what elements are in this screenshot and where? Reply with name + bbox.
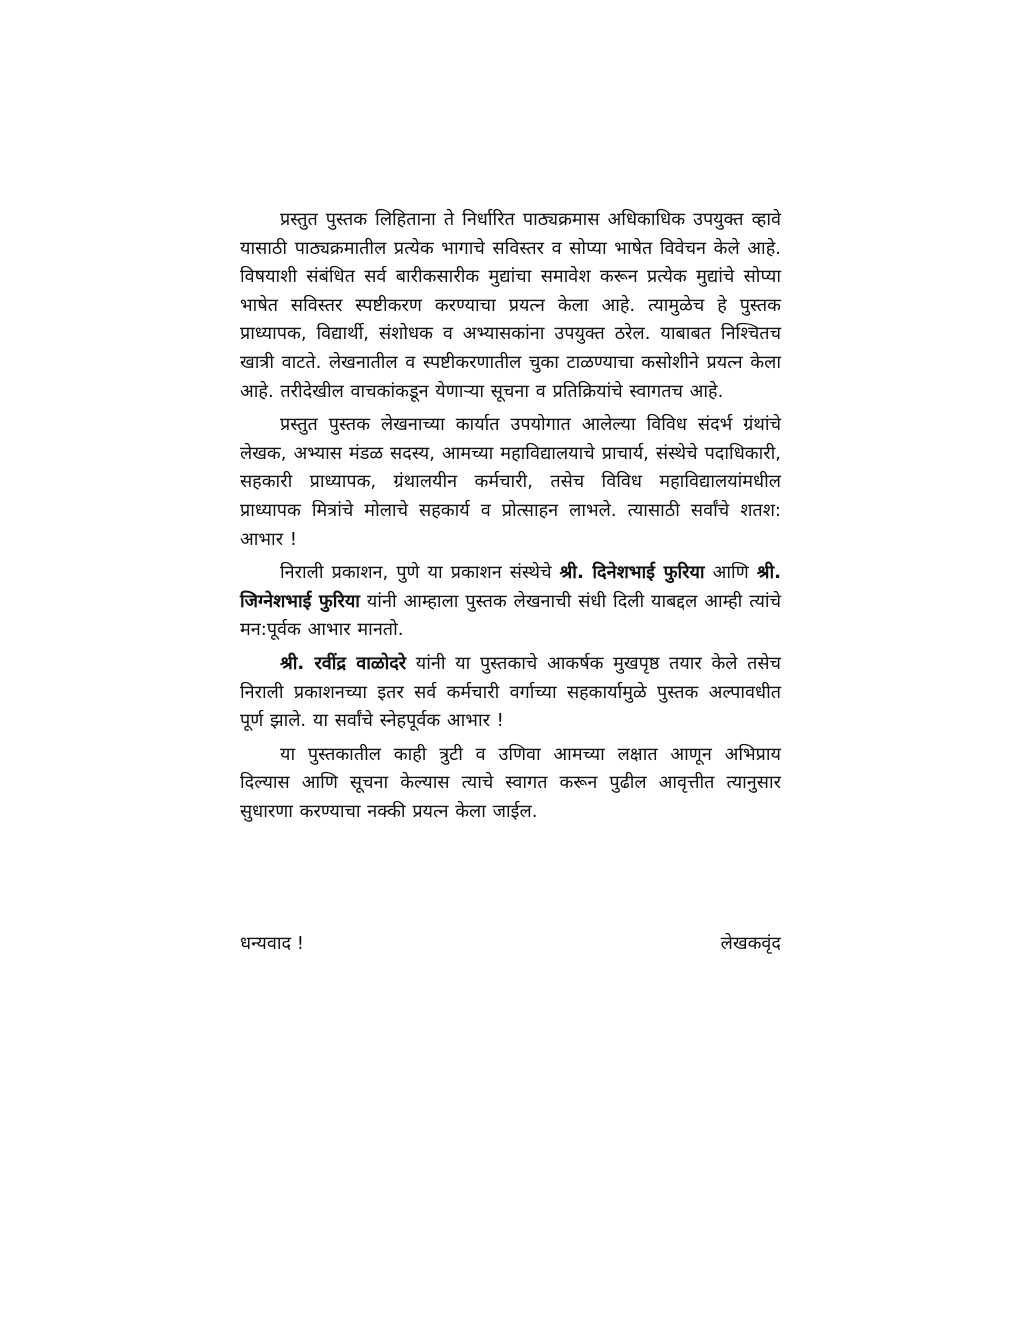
publisher-name-1: श्री. दिनेशभाई फुरिया — [559, 562, 705, 584]
cover-designer-name: श्री. रवींद्र वाळोदरे — [280, 652, 407, 674]
paragraph-4 — [240, 650, 781, 736]
paragraph-5: या पुस्तकातील काही त्रुटी व उणिवा आमच्या लक्षात आणून अभिप्राय दिल्यास आणि सूचना केल्यास त्याचे स्वागत करून पुढील आवृत्तीत त्यानुसार सुधारणा करण्याचा नक्की प्रयत्न केला जाईल. — [240, 743, 781, 822]
paragraph-3-text-c: यांनी आम्हाला पुस्तक लेखनाची संधी दिली याबद्दल आम्ही त्यांचे मन:पूर्वक आभार मानतो. — [240, 590, 781, 641]
authors-text: लेखकवृंद — [720, 933, 781, 954]
paragraph-3 — [240, 559, 781, 645]
paragraph-2: प्रस्तुत पुस्तक लेखनाच्या कार्यात उपयोगात आलेल्या विविध संदर्भ ग्रंथांचे लेखक, अभ्यास मंडळ सदस्य, आमच्या महाविद्यालयाचे प्राचार्य, संस्थेचे पदाधिकारी, सहकारी प्राध्यापक, ग्रंथालयीन कर्मचारी, तसेच विविध महाविद्यालयांमधील प्राध्यापक मित्रांचे मोलाचे सहकार्य व प्रोत्साहन लाभले. त्यासाठी सर्वांचे शतश: आभार ! — [240, 414, 781, 550]
signoff — [240, 930, 781, 958]
paragraph-3-text-b: आणि — [704, 562, 757, 584]
publisher-name-2: श्री. जिग्नेशभाई फुरिया — [240, 562, 782, 612]
paragraph-3-text-a: निराली प्रकाशन, पुणे या प्रकाशन संस्थेचे — [280, 562, 560, 584]
paragraph-1: प्रस्तुत पुस्तक लिहिताना ते निर्धारित पाठ्यक्रमास अधिकाधिक उपयुक्त व्हावे यासाठी पाठ्यक्रमातील प्रत्येक भागाचे सविस्तर व सोप्या भाषेत विवेचन केले आहे. विषयाशी संबंधित सर्व बारीकसारीक मुद्यांचा समावेश करून प्रत्येक मुद्यांचे सोप्या भाषेत सविस्तर स्पष्टीकरण करण्याचा प्रयत्न केला आहे. त्यामुळेच हे पुस्तक प्राध्यापक, विद्यार्थी, संशोधक व अभ्यासकांना उपयुक्त ठरेल. याबाबत निश्चितच खात्री वाटते. लेखनातील व स्पष्टीकरणातील चुका टाळण्याचा कसोशीने प्रयत्न केला आहे. तरीदेखील वाचकांकडून येणाऱ्या सूचना व प्रतिक्रियांचे स्वागतच आहे. — [240, 209, 781, 402]
thanks-text: धन्यवाद ! — [240, 933, 304, 954]
paragraph-4-text: यांनी या पुस्तकाचे आकर्षक मुखपृष्ठ तयार केले तसेच निराली प्रकाशनच्या इतर सर्व कर्मचारी वर्गाच्या सहकार्यामुळे पुस्तक अल्पावधीत पूर्ण झाले. या सर्वांचे स्नेहपूर्वक आभार ! — [240, 652, 781, 732]
preface-body — [240, 206, 781, 831]
